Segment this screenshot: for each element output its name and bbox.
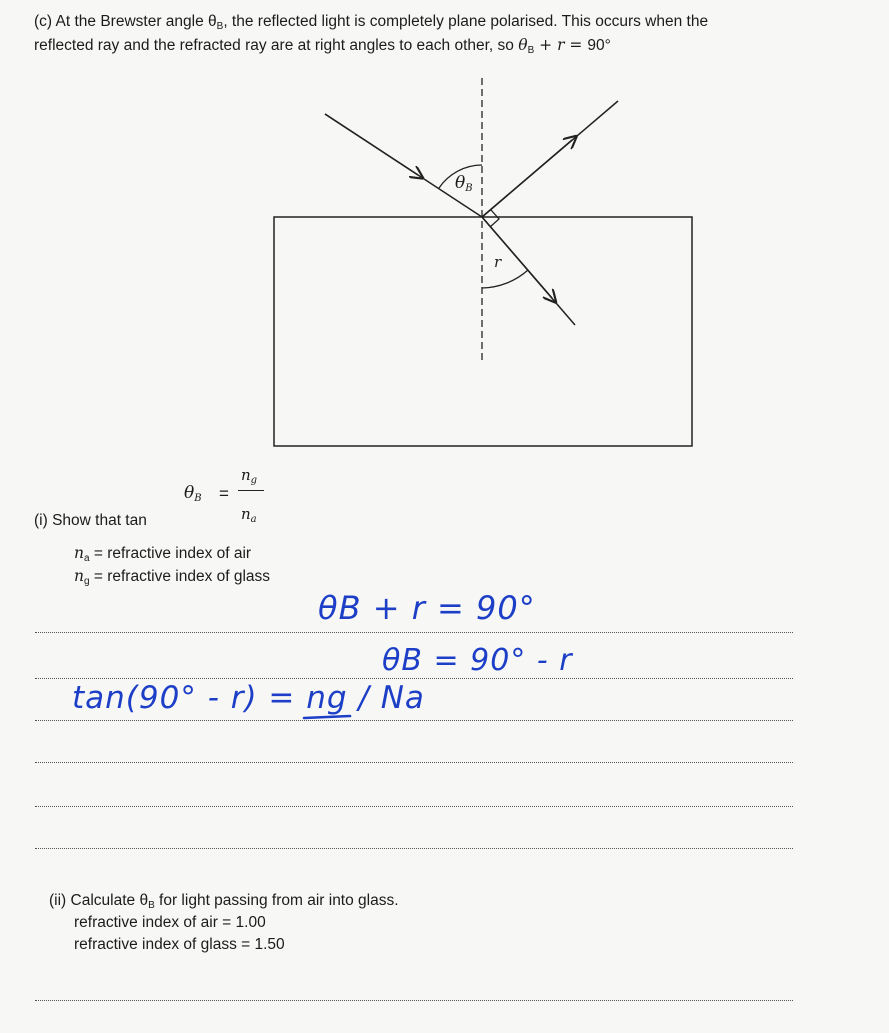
glass-index-label: refractive index of glass = <box>74 936 255 953</box>
ng-sub: g <box>83 576 90 587</box>
eq-plus-r: + r = <box>534 36 588 54</box>
glass-index <box>74 935 285 954</box>
numerator-symbol: n <box>241 466 251 484</box>
intro-line2-text: reflected ray and the refracted ray are at right angles to each other, so <box>34 37 519 54</box>
air-index-label: refractive index of air = <box>74 914 236 931</box>
ng-text: = refractive index of glass <box>89 568 271 585</box>
denominator-sub: a <box>250 514 257 525</box>
answer-line-7 <box>35 1000 793 1001</box>
intro-text-b: , the reflected light is completely plane polarised. This occurs when the <box>223 13 709 30</box>
part-ii-text-a: (ii) Calculate θ <box>49 892 149 909</box>
show-that-text: (i) Show that tan <box>34 512 147 529</box>
handwritten-line-2: θB = 90° - r <box>382 643 573 678</box>
intro-text-a: (c) At the Brewster angle θ <box>34 13 217 30</box>
formula-equals: = <box>219 484 229 503</box>
numerator-sub: g <box>250 475 258 486</box>
eq-theta-sub: B <box>527 45 535 56</box>
denominator-symbol: n <box>241 505 251 523</box>
glass-index-value: 1.50 <box>254 936 285 953</box>
theta-symbol: θ <box>455 173 466 193</box>
formula-theta-sub: B <box>194 493 202 504</box>
na-symbol: n <box>74 544 84 562</box>
handwritten-line-3: tan(90° - r) = ng / Na <box>72 680 425 716</box>
r-label: r <box>494 253 502 271</box>
air-index <box>74 913 266 932</box>
formula-theta-symbol: θ <box>184 483 195 503</box>
handwritten-line-1: θB + r = 90° <box>318 589 536 627</box>
na-sub: a <box>83 553 90 564</box>
ng-symbol: n <box>74 567 84 585</box>
part-ii-text-b: for light passing from air into glass. <box>154 892 399 909</box>
theta-sub: B <box>465 183 473 194</box>
air-index-value: 1.00 <box>235 914 266 931</box>
part-ii-sub: B <box>148 900 155 911</box>
part-ii-prompt <box>49 891 399 915</box>
intro-sub: B <box>216 21 224 32</box>
na-text: = refractive index of air <box>89 545 252 562</box>
eq-theta: θ <box>518 36 528 54</box>
eq-ninety: 90° <box>587 37 611 54</box>
